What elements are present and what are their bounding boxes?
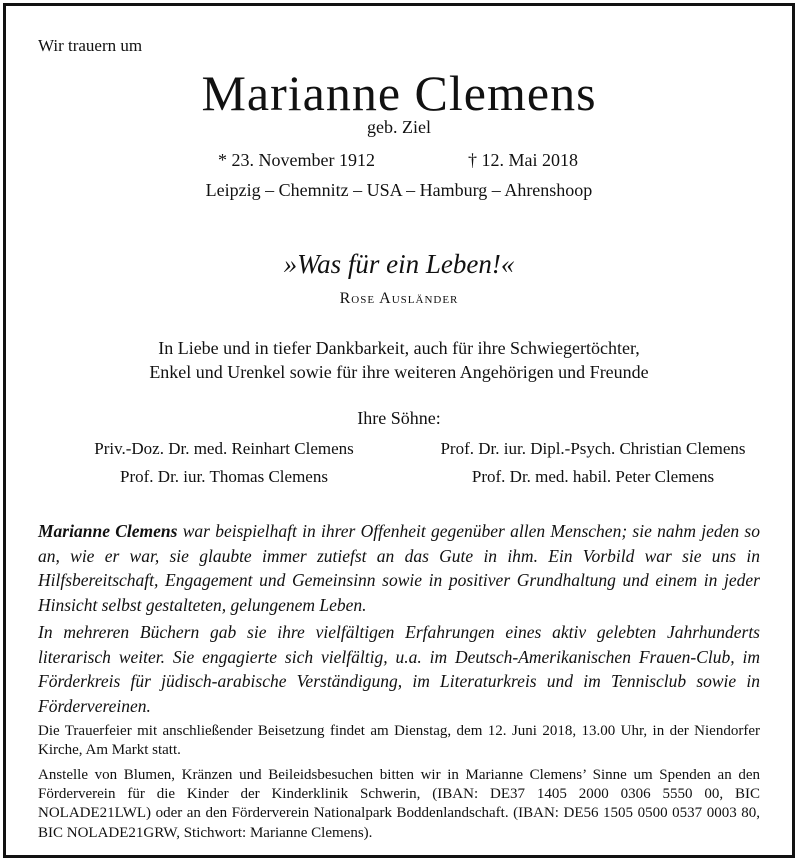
funeral-notice: Die Trauerfeier mit anschließender Beisetzung findet am Dienstag, dem 12. Juni 2018, 13.00 Uhr, in der Niendorfer Kirche, Am Markt statt. (38, 723, 760, 759)
dedication (6, 336, 792, 384)
quote: »Was für ein Leben!« (283, 249, 515, 279)
tribute-paragraph-2: In mehreren Büchern gab sie ihre vielfältigen Erfahrungen eines aktiv gelebten Jahrhunderts literarisch weiter. Sie engagierte sich vielfältig, u.a. im Deutsch-Amerikanischen Frauen-Club, im Förderkreis für jüdisch-arabische Verständigung, im Literaturkreis und im Tennisclub sowie in Fördervereinen. (38, 622, 760, 716)
tribute-name: Marianne Clemens (38, 521, 178, 541)
quote-author: Rose Ausländer (339, 290, 459, 307)
obituary-card (3, 3, 795, 858)
son-name: Priv.-Doz. Dr. med. Reinhart Clemens (94, 439, 354, 458)
intro-text: Wir trauern um (38, 36, 143, 55)
life-places: Leipzig – Chemnitz – USA – Hamburg – Ahrenshoop (205, 180, 593, 200)
sons-heading: Ihre Söhne: (357, 408, 441, 428)
birth-date: * 23. November 1912 (218, 150, 375, 170)
tribute-paragraph-1 (38, 519, 760, 617)
death-date: † 12. Mai 2018 (468, 150, 578, 170)
son-name: Prof. Dr. med. habil. Peter Clemens (471, 467, 715, 486)
son-name: Prof. Dr. iur. Thomas Clemens (120, 467, 328, 486)
dedication-line-1: In Liebe und in tiefer Dankbarkeit, auch für ihre Schwiegertöchter, (158, 338, 640, 358)
birth-name: geb. Ziel (367, 117, 431, 137)
donation-notice: Anstelle von Blumen, Kränzen und Beileidsbesuchen bitten wir in Marianne Clemens’ Sinne um Spenden an den Förderverein für die Kinder der Kinderklinik Schwerin, (IBAN: DE37 1405 2000 0306 5550 00, BIC NOLADE21LWL) oder an den Förderverein Nationalpark Boddenlandschaft. (IBAN: DE56 1505 0500 0537 0003 80, BIC NOLADE21GRW, Stichwort: Marianne Clemens). (38, 767, 760, 841)
son-name: Prof. Dr. iur. Dipl.-Psych. Christian Clemens (440, 439, 746, 458)
dedication-line-2: Enkel und Urenkel sowie für ihre weiteren Angehörigen und Freunde (149, 362, 649, 382)
deceased-name: Marianne Clemens (201, 65, 597, 121)
tribute-text-1: war beispielhaft in ihrer Offenheit gegenüber allen Menschen; sie nahm jeden so an, wie er war, sie glaubte immer zutiefst an das Gute in ihm. Ein Vorbild war sie uns in Hilfsbereitschaft, Engagement und Gemeinsinn sowie in positiver Grundhaltung und einem in jeder Hinsicht selbst gestalteten, gelungenem Leben. (38, 521, 760, 615)
